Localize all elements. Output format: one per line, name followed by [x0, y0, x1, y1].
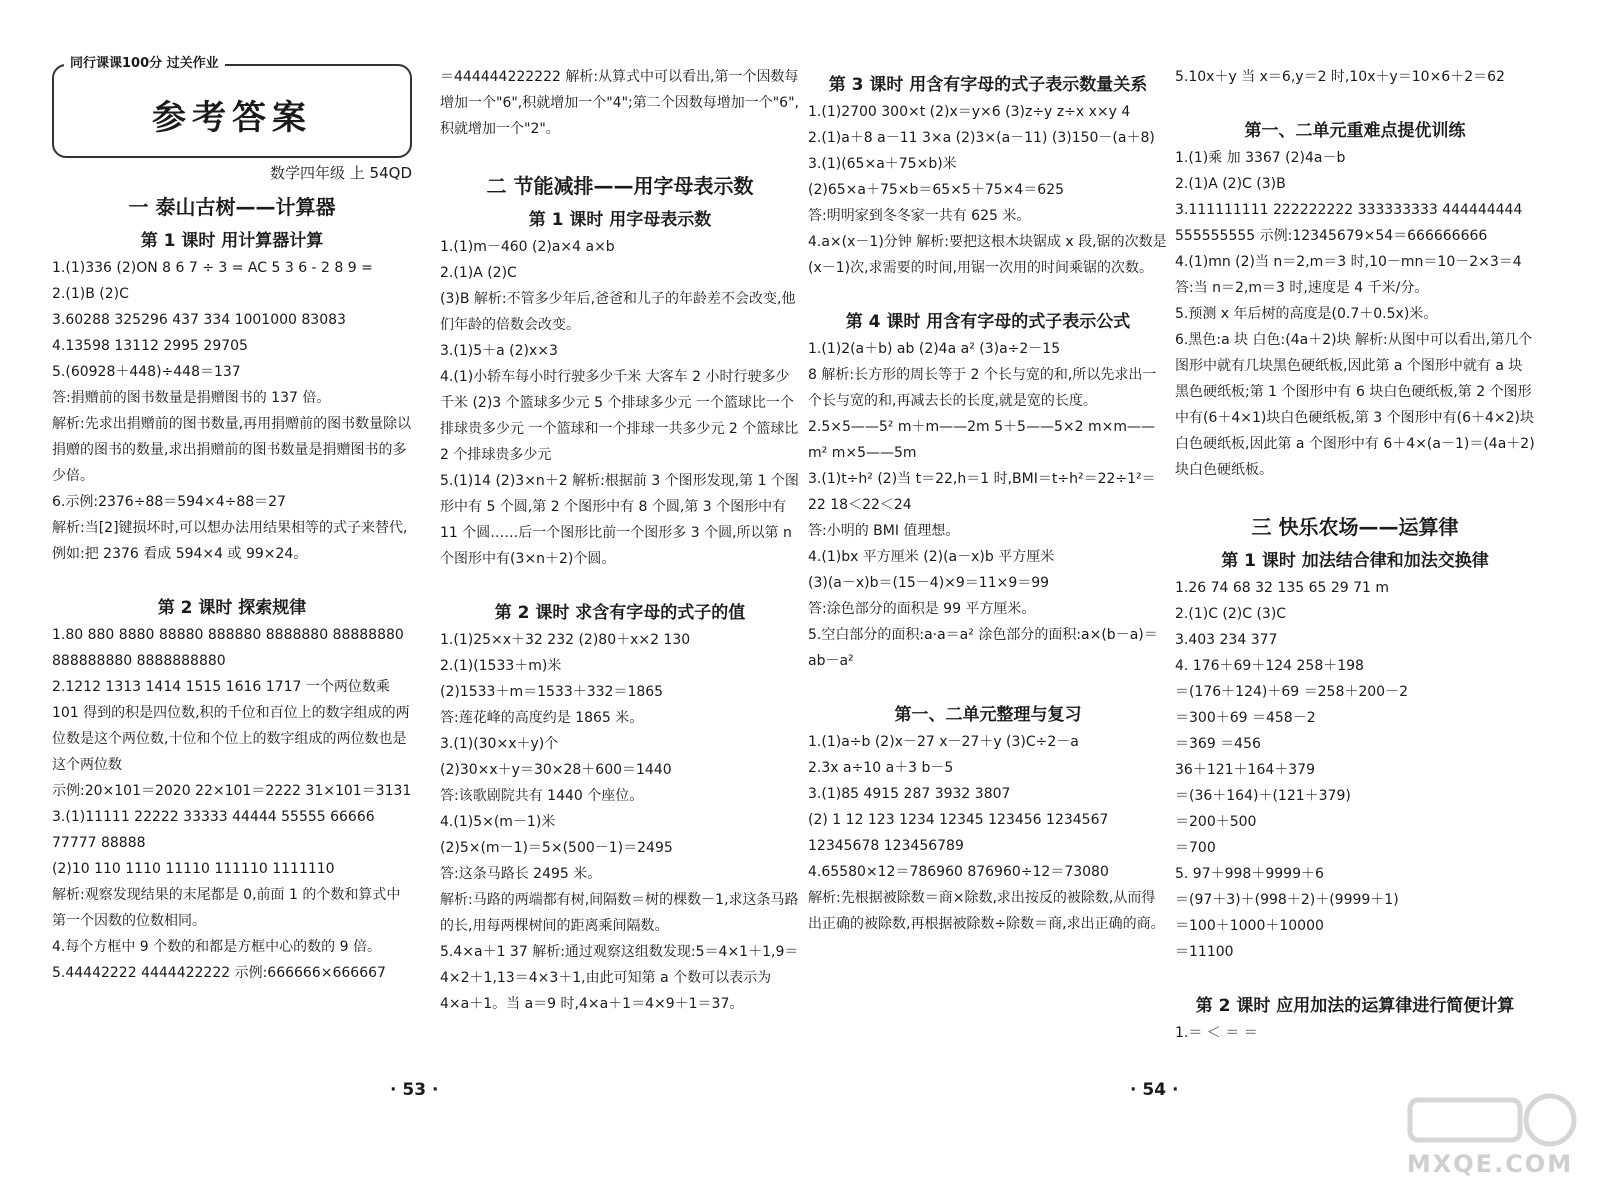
- column-4: [1175, 64, 1535, 1046]
- answer-block: [808, 336, 1168, 674]
- answer-block: [1175, 64, 1535, 90]
- answer-line: 4.a×(x－1)分钟 解析:要把这根木块锯成 x 段,锯的次数是(x－1)次,求需要的时间,用锯一次用的时间乘锯的次数。: [808, 234, 1167, 276]
- lesson-title: 第 2 课时 探索规律: [157, 598, 307, 618]
- answer-line: 2.(1)B (2)C: [52, 286, 129, 302]
- answer-line: (2)30×x＋y＝30×28＋600＝1440: [440, 762, 672, 778]
- lesson-title: 第 1 课时 用字母表示数: [528, 210, 712, 230]
- answer-line: ＝200＋500: [1175, 814, 1257, 830]
- answer-line: (2)5×(m－1)＝5×(500－1)＝2495: [440, 840, 673, 856]
- answer-line: 2.(1)A (2)C (3)B: [1175, 176, 1286, 192]
- lesson-title: 第 1 课时 加法结合律和加法交换律: [1221, 551, 1489, 571]
- answer-line: ＝100＋1000＋10000: [1175, 918, 1324, 934]
- answer-line: 3.403 234 377: [1175, 632, 1278, 648]
- answer-block: [808, 729, 1168, 937]
- answer-line: 1.80 880 8880 88880 888880 8888880 88888880 888888880 8888888880: [52, 627, 404, 669]
- answer-line: 2.3x a÷10 a＋3 b－5: [808, 760, 954, 776]
- answer-line: 解析:马路的两端都有树,间隔数＝树的棵数－1,求这条马路的长,用每两棵树间的距离乘间隔数。: [440, 892, 799, 934]
- answer-line: 答:捐赠前的图书数量是捐赠图书的 137 倍。: [52, 390, 331, 406]
- answer-line: 3.(1)5＋a (2)x×3: [440, 343, 558, 359]
- answer-line: ＝(97＋3)＋(998＋2)＋(9999＋1): [1175, 892, 1399, 908]
- answer-line: 6.示例:2376÷88＝594×4÷88＝27: [52, 494, 286, 510]
- answer-line: 3.(1)(65×a＋75×b)米: [808, 156, 957, 172]
- answer-line: 答:小明的 BMI 值理想。: [808, 523, 960, 539]
- answer-line: 1.(1)2(a＋b) ab (2)4a a² (3)a÷2－15: [808, 341, 1061, 357]
- answer-line: 5.(1)14 (2)3×n＋2 解析:根据前 3 个图形发现,第 1 个图形中有 5 个圆,第 2 个图形中有 8 个圆,第 3 个图形中有 11 个圆……后一个图形比前一个图形多 3 个圆,所以第 n 个图形中有(3×n＋2)个圆。: [440, 473, 799, 567]
- answer-line: 答:这条马路长 2495 米。: [440, 866, 602, 882]
- answer-line: ＝300＋69 ＝458－2: [1175, 710, 1316, 726]
- answer-line: (2) 1 12 123 1234 12345 123456 1234567 12345678 123456789: [808, 812, 1109, 854]
- answer-line: 5.预测 x 年后树的高度是(0.7＋0.5x)米。: [1175, 306, 1438, 322]
- answer-line: 答:莲花峰的高度约是 1865 米。: [440, 710, 644, 726]
- training-title: 第一、二单元重难点提优训练: [1244, 121, 1466, 141]
- answer-line: 解析:当[2]键损坏时,可以想办法用结果相等的式子来替代,例如:把 2376 看成 594×4 或 99×24。: [52, 520, 408, 562]
- answer-line: 4.(1)5×(m－1)米: [440, 814, 556, 830]
- answer-line: 示例:20×101＝2020 22×101＝2222 31×101＝3131: [52, 783, 412, 799]
- answer-line: ＝(36＋164)＋(121＋379): [1175, 788, 1351, 804]
- answer-line: (2)1533＋m＝1533＋332＝1865: [440, 684, 664, 700]
- answer-line: 4. 176＋69＋124 258＋198: [1175, 658, 1364, 674]
- answer-line: (3)B 解析:不管多少年后,爸爸和儿子的年龄差不会改变,他们年龄的倍数会改变。: [440, 291, 796, 333]
- answer-line: (3)(a－x)b＝(15－4)×9＝11×9＝99: [808, 575, 1050, 591]
- answer-line: 4.13598 13112 2995 29705: [52, 338, 248, 354]
- answer-line: ＝700: [1175, 840, 1216, 856]
- answer-line: 解析:先求出捐赠前的图书数量,再用捐赠前的图书数量除以捐赠的图书的数量,求出捐赠前的图书数量是捐赠图书的多少倍。: [52, 416, 412, 484]
- answer-line: ＝444444222222 解析:从算式中可以看出,第一个因数每增加一个"6",积就增加一个"4";第二个因数每增加一个"6",积就增加一个"2"。: [440, 69, 799, 137]
- answer-line: 4.每个方框中 9 个数的和都是方框中心的数的 9 倍。: [52, 939, 381, 955]
- answer-line: 1.(1)2700 300×t (2)x＝y×6 (3)z÷y z÷x x×y 4: [808, 104, 1131, 120]
- answer-line: 4.(1)小轿车每小时行驶多少千米 大客车 2 小时行驶多少千米 (2)3 个篮球多少元 5 个排球多少元 一个篮球比一个排球贵多少元 一个篮球和一个排球一共多少元 2 个篮球比 2 个排球贵多少元: [440, 369, 799, 463]
- answer-line: 5.10x＋y 当 x＝6,y＝2 时,10x＋y＝10×6＋2＝62: [1175, 69, 1505, 85]
- answer-line: 5.4×a＋1 37 解析:通过观察这组数发现:5＝4×1＋1,9＝4×2＋1,13＝4×3＋1,由此可知第 a 个数可以表示为 4×a＋1。当 a＝9 时,4×a＋1＝4×9＋1＝37。: [440, 944, 799, 1012]
- page-title: 参考答案: [152, 98, 312, 138]
- answer-block: [440, 627, 800, 1017]
- answer-line: 4.(1)bx 平方厘米 (2)(a－x)b 平方厘米: [808, 549, 1055, 565]
- answer-line: 2.(1)(1533＋m)米: [440, 658, 562, 674]
- answer-line: 5.44442222 4444422222 示例:666666×666667: [52, 965, 386, 981]
- lesson-title: 第 2 课时 求含有字母的式子的值: [494, 603, 746, 623]
- answer-line: 3.60288 325296 437 334 1001000 83083: [52, 312, 346, 328]
- answer-line: (2)10 110 1110 11110 111110 1111110: [52, 861, 335, 877]
- brand-tag: 同行课课100分 过关作业: [64, 52, 225, 71]
- column-1: [52, 56, 412, 986]
- answer-line: 1.＝ ＜ ＝ ＝: [1175, 1025, 1258, 1041]
- answer-line: ＝11100: [1175, 944, 1234, 960]
- unit-title: 一 泰山古树——计算器: [128, 195, 336, 219]
- answer-line: 5.空白部分的面积:a·a＝a² 涂色部分的面积:a×(b－a)＝ab－a²: [808, 627, 1158, 669]
- answer-line: 4.(1)mn (2)当 n＝2,m＝3 时,10－mn＝10－2×3＝4 答:当 n＝2,m＝3 时,速度是 4 千米/分。: [1175, 254, 1522, 296]
- review-title: 第一、二单元整理与复习: [894, 705, 1082, 725]
- answer-line: 3.(1)t÷h² (2)当 t＝22,h＝1 时,BMI＝t÷h²＝22÷1²＝22 18＜22＜24: [808, 471, 1156, 513]
- answer-block: [52, 255, 412, 567]
- answer-line: 2.(1)A (2)C: [440, 265, 517, 281]
- answer-line: 1.(1)336 (2)ON 8 6 7 ÷ 3 = AC 5 3 6 - 2 8 9 =: [52, 260, 373, 276]
- answer-block: [1175, 575, 1535, 965]
- answer-line: 5.(60928＋448)÷448＝137: [52, 364, 241, 380]
- answer-line: ＝369 ＝456: [1175, 736, 1261, 752]
- page-number-right: · 54 ·: [1130, 1080, 1179, 1100]
- column-3: [808, 64, 1168, 937]
- lesson-title: 第 3 课时 用含有字母的式子表示数量关系: [828, 75, 1148, 95]
- watermark-text: MXQE.COM: [1406, 1150, 1574, 1178]
- lesson-title: 第 1 课时 用计算器计算: [140, 231, 324, 251]
- answer-line: 2.(1)C (2)C (3)C: [1175, 606, 1287, 622]
- answer-line: 答:涂色部分的面积是 99 平方厘米。: [808, 601, 1036, 617]
- answer-block: [808, 99, 1168, 281]
- answer-line: 3.(1)85 4915 287 3932 3807: [808, 786, 1011, 802]
- unit-title: 二 节能减排——用字母表示数: [486, 174, 754, 198]
- answer-line: 5. 97＋998＋9999＋6: [1175, 866, 1324, 882]
- answer-line: ＝(176＋124)＋69 ＝258＋200－2: [1175, 684, 1408, 700]
- answer-block: [440, 234, 800, 572]
- answer-line: 3.111111111 222222222 333333333 444444444 555555555 示例:12345679×54＝666666666: [1175, 202, 1523, 244]
- answer-line: 2.1212 1313 1414 1515 1616 1717 一个两位数乘 101 得到的积是四位数,积的千位和百位上的数字组成的两位数是这个两位数,十位和个位上的数字组成的两位数也是这个两位数: [52, 679, 410, 773]
- answer-line: 4.65580×12＝786960 876960÷12＝73080: [808, 864, 1109, 880]
- answer-line: 3.(1)(30×x＋y)个: [440, 736, 559, 752]
- answer-line: 2.(1)a＋8 a－11 3×a (2)3×(a－11) (3)150－(a＋8): [808, 130, 1155, 146]
- answer-line: 1.(1)25×x＋32 232 (2)80＋x×2 130: [440, 632, 691, 648]
- answer-block: [1175, 1020, 1535, 1046]
- answer-line: 1.26 74 68 32 135 65 29 71 m: [1175, 580, 1390, 596]
- unit-title: 三 快乐农场——运算律: [1251, 515, 1459, 539]
- grade-subtitle: 数学四年级 上 54QD: [270, 164, 412, 182]
- answer-line: 8 解析:长方形的周长等于 2 个长与宽的和,所以先求出一个长与宽的和,再减去长的长度,就是宽的长度。: [808, 367, 1157, 409]
- lesson-title: 第 2 课时 应用加法的运算律进行简便计算: [1195, 996, 1515, 1016]
- answer-line: 解析:先根据被除数＝商×除数,求出按反的被除数,从而得出正确的被除数,再根据被除数÷除数＝商,求出正确的商。: [808, 890, 1165, 932]
- answer-line: 36＋121＋164＋379: [1175, 762, 1315, 778]
- answer-line: 1.(1)乘 加 3367 (2)4a－b: [1175, 150, 1346, 166]
- answer-block: [440, 64, 800, 142]
- answer-line: 解析:观察发现结果的末尾都是 0,前面 1 的个数和算式中第一个因数的位数相同。: [52, 887, 401, 929]
- answer-line: 答:该歌剧院共有 1440 个座位。: [440, 788, 644, 804]
- answer-line: 2.5×5——5² m＋m——2m 5＋5——5×2 m×m——m² m×5——5m: [808, 419, 1155, 461]
- answer-header-box: [52, 56, 412, 158]
- lesson-title: 第 4 课时 用含有字母的式子表示公式: [845, 312, 1131, 332]
- page-number-left: · 53 ·: [390, 1080, 439, 1100]
- answer-line: 1.(1)a÷b (2)x－27 x－27＋y (3)C÷2－a: [808, 734, 1079, 750]
- column-2: [440, 64, 800, 1017]
- answer-line: 3.(1)11111 22222 33333 44444 55555 66666 77777 88888: [52, 809, 375, 851]
- answer-block: [1175, 145, 1535, 483]
- answer-line: 答:明明家到冬冬家一共有 625 米。: [808, 208, 1031, 224]
- answer-block: [52, 622, 412, 986]
- answer-line: 1.(1)m－460 (2)a×4 a×b: [440, 239, 615, 255]
- answer-line: (2)65×a＋75×b＝65×5＋75×4＝625: [808, 182, 1065, 198]
- answer-line: 6.黑色:a 块 白色:(4a＋2)块 解析:从图中可以看出,第几个图形中就有几块黑色硬纸板,因此第 a 个图形中就有 a 块黑色硬纸板;第 1 个图形中有 6 块白色硬纸板,第 2 个图形中有(6＋4×1)块白色硬纸板,第 3 个图形中有(6＋4×2)块白色硬纸板,因此第 a 个图形中有 6＋4×(a－1)＝(4a＋2)块白色硬纸板。: [1175, 332, 1535, 478]
